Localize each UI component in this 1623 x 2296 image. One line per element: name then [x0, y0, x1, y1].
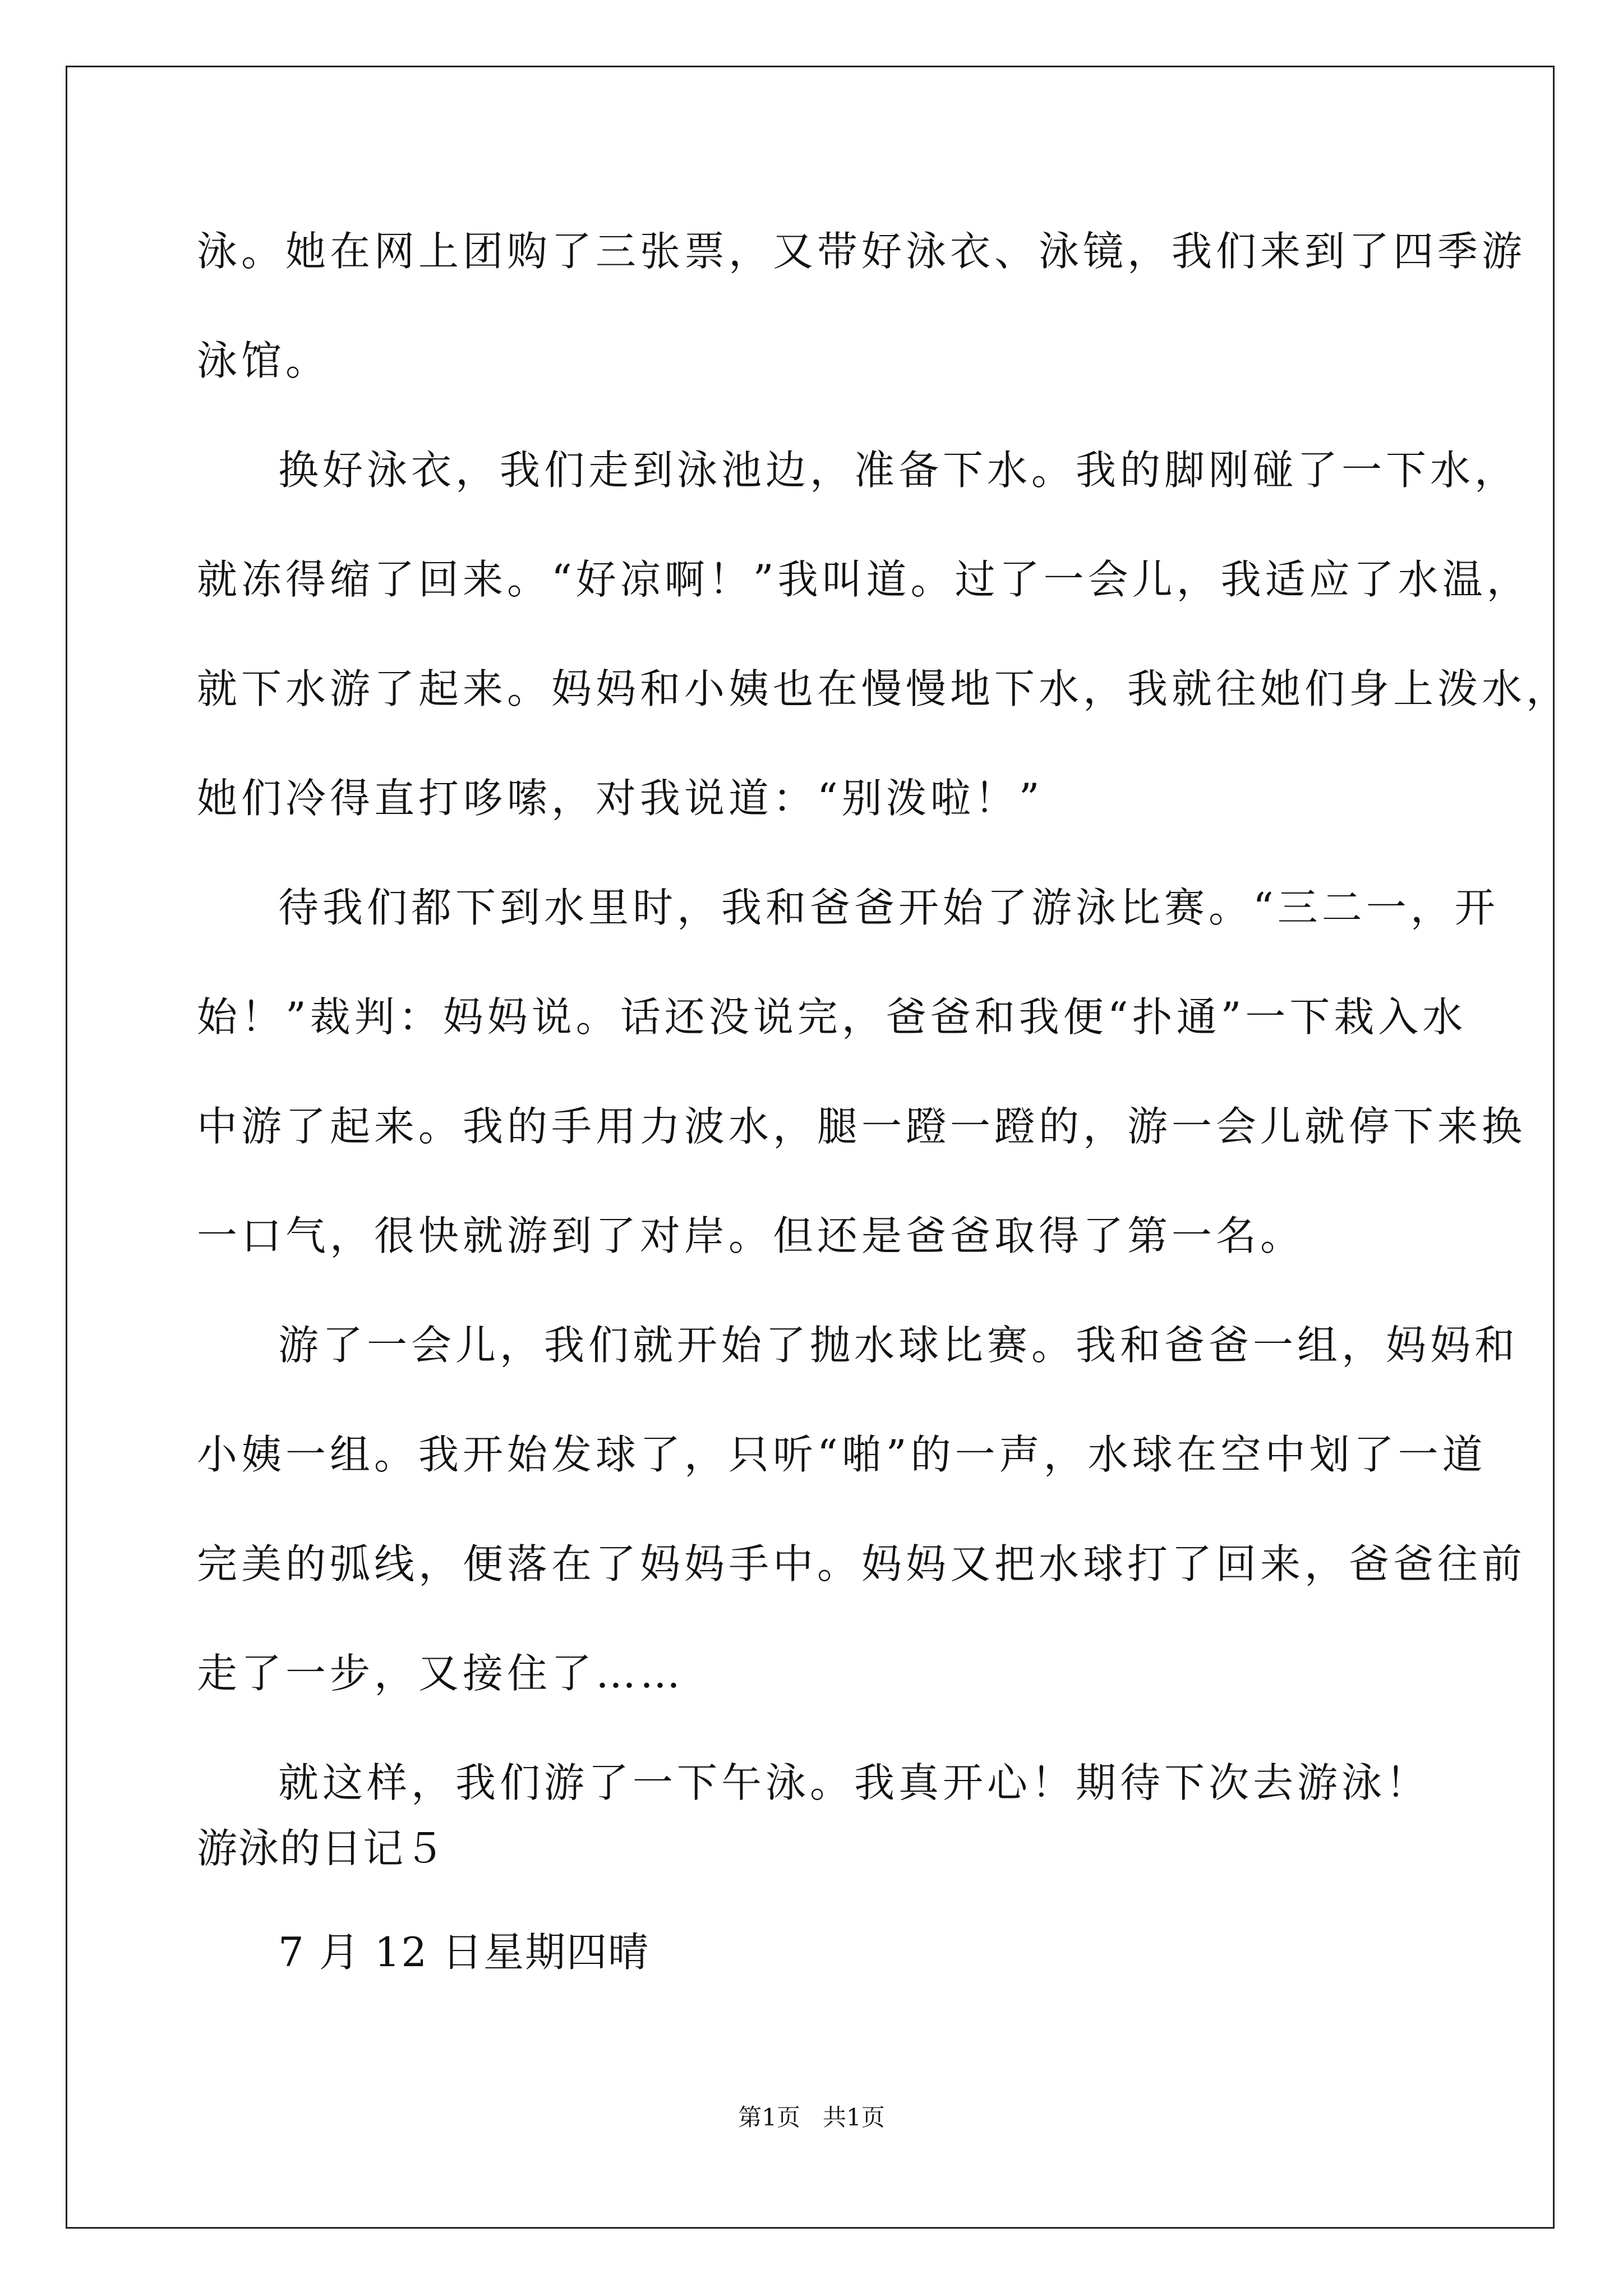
section-heading: 游泳的日记５ [197, 1825, 446, 1872]
paragraph-start-line: 待我们都下到水里时，我和爸爸开始了游泳比赛。“三二一，开 [278, 884, 1499, 931]
text-line: 泳馆。 [197, 337, 330, 384]
text-line: 走了一步，又接住了…… [197, 1650, 685, 1697]
paragraph-start-line: 换好泳衣，我们走到泳池边，准备下水。我的脚刚碰了一下水， [278, 447, 1519, 494]
text-line: 她们冷得直打哆嗦，对我说道：“别泼啦！” [197, 775, 1044, 822]
text-line: 就下水游了起来。妈妈和小姨也在慢慢地下水，我就往她们身上泼水， [197, 665, 1571, 712]
text-line: 完美的弧线，便落在了妈妈手中。妈妈又把水球打了回来，爸爸往前 [197, 1540, 1527, 1588]
paragraph-start-line: 就这样，我们游了一下午泳。我真开心！期待下次去游泳！ [278, 1759, 1431, 1806]
page-footer: 第1页 共1页 [738, 2104, 885, 2131]
text-line: 就冻得缩了回来。“好凉啊！”我叫道。过了一会儿，我适应了水温， [197, 556, 1531, 603]
text-line: 中游了起来。我的手用力波水，腿一蹬一蹬的，游一会儿就停下来换 [197, 1103, 1527, 1150]
text-line: 泳。她在网上团购了三张票，又带好泳衣、泳镜，我们来到了四季游 [197, 228, 1527, 275]
text-line: 始！”裁判：妈妈说。话还没说完，爸爸和我便“扑通”一下栽入水 [197, 993, 1467, 1041]
text-line: 一口气，很快就游到了对岸。但还是爸爸取得了第一名。 [197, 1212, 1305, 1259]
paragraph-start-line: 游了一会儿，我们就开始了抛水球比赛。我和爸爸一组，妈妈和 [278, 1322, 1519, 1369]
text-line: 小姨一组。我开始发球了，只听“啪”的一声，水球在空中划了一道 [197, 1431, 1487, 1478]
diary-date-line: 7 月 12 日星期四晴 [278, 1929, 650, 1976]
